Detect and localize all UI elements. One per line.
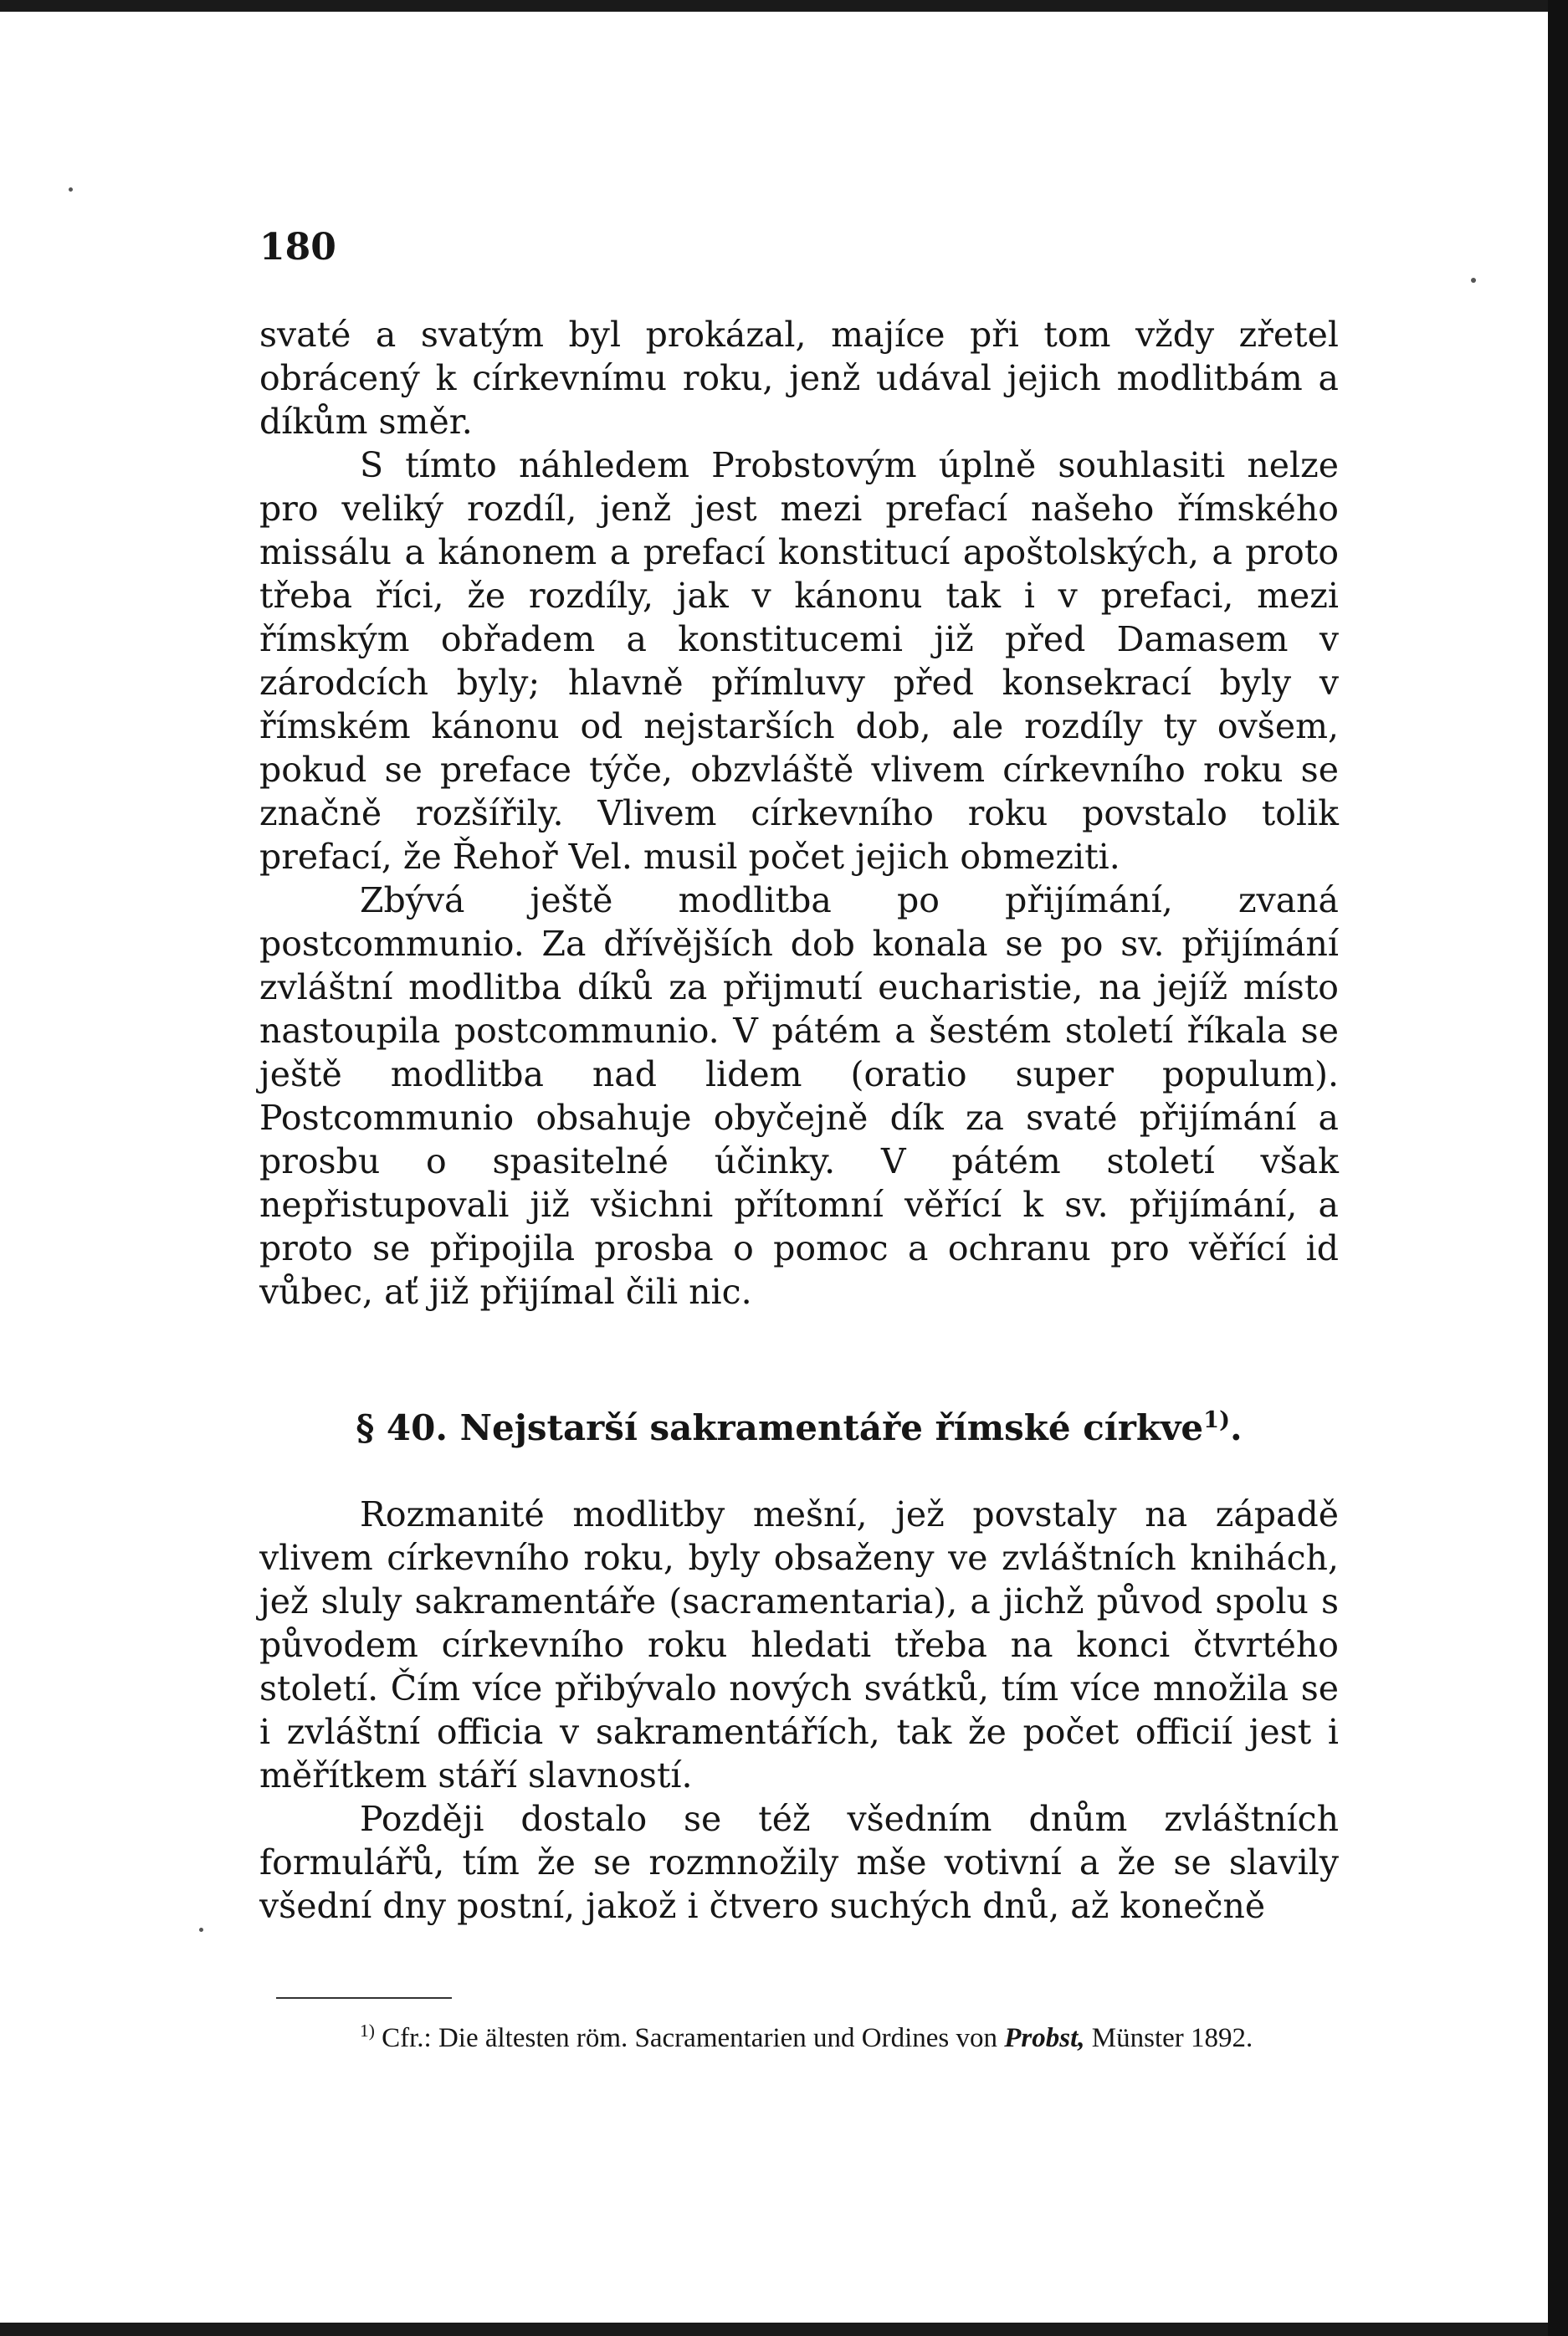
body-text <box>259 313 1339 1314</box>
paragraph: Rozmanité modlitby mešní, jež povstaly na západě vlivem církevního roku, byly obsaženy ve zvláštních knihách, jež sluly sakramentáře (sacramentaria), a jichž původ spolu s původem církevního roku hledati třeba na konci čtvrtého století. Čím více přibývalo nových svátků, tím více množila se i zvláštní officia v sakramentářích, tak že počet officií jest i měřítkem stáří slavností. <box>259 1494 1339 1796</box>
section-heading-text: § 40. Nejstarší sakramentáře římské církve <box>356 1407 1204 1448</box>
footnote-reference: 1) <box>1203 1406 1231 1433</box>
section-text <box>259 1493 1339 1928</box>
page-number: 180 <box>259 226 336 269</box>
book-page <box>0 12 1548 2323</box>
scan-speck <box>1471 278 1476 283</box>
scan-edge <box>1548 0 1568 2336</box>
footnote-mark: 1) <box>360 2021 375 2041</box>
footnote <box>276 2018 1339 2058</box>
footnote-place-year: Münster 1892. <box>1091 2023 1253 2053</box>
footnote-text: Cfr.: Die ältesten röm. Sacramentarien und Ordines von <box>382 2023 1005 2053</box>
scan-speck <box>199 1928 203 1932</box>
heading-period: . <box>1230 1407 1243 1448</box>
paragraph: Později dostalo se též všedním dnům zvláštních formulářů, tím že se rozmnožily mše votivní a že se slavily všední dny postní, jakož i čtvero suchých dnů, až konečně <box>259 1799 1339 1926</box>
paragraph: S tímto náhledem Probstovým úplně souhlasiti nelze pro veliký rozdíl, jenž jest mezi prefací našeho římského missálu a kánonem a prefací konstitucí apoštolských, a proto třeba říci, že rozdíly, jak v kánonu tak i v prefaci, mezi římským obřadem a konstitucemi již před Damasem v zárodcích byly; hlavně přímluvy před konsekrací byly v římském kánonu od nejstarších dob, ale rozdíly ty ovšem, pokud se preface týče, obzvláště vlivem církevního roku se značně rozšířily. Vlivem církevního roku povstalo tolik prefací, že Řehoř Vel. musil počet jejich obmeziti. <box>259 445 1339 877</box>
section-heading <box>259 1407 1339 1448</box>
scan-speck <box>69 187 73 192</box>
paragraph: Zbývá ještě modlitba po přijímání, zvaná postcommunio. Za dřívějších dob konala se po sv. přijímání zvláštní modlitba díků za přijmutí eucharistie, na jejíž místo nastoupila postcommunio. V pátém a šestém století říkala se ještě modlitba nad lidem (oratio super populum). Postcommunio obsahuje obyčejně dík za svaté přijímání a prosbu o spasitelné účinky. V pátém století však nepřistupovali již všichni přítomní věřící k sv. přijímání, a proto se připojila prosba o pomoc a ochranu pro věřící id vůbec, ať již přijímal čili nic. <box>259 880 1339 1312</box>
footnote-separator <box>276 1997 452 1999</box>
paragraph: svaté a svatým byl prokázal, majíce při tom vždy zřetel obrácený k církevnímu roku, jenž udával jejich modlitbám a díkům směr. <box>259 315 1339 442</box>
footnote-author: Probst, <box>1004 2023 1085 2053</box>
